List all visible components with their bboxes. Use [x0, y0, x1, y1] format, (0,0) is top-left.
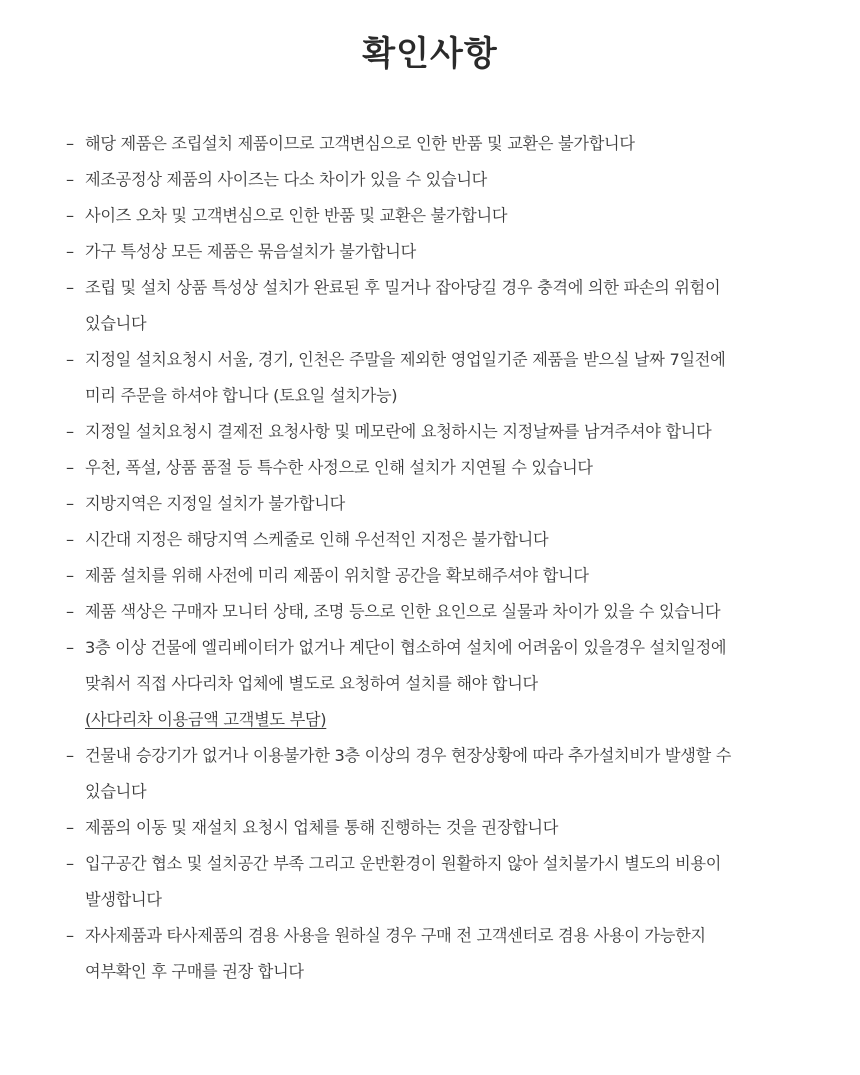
notice-text [85, 126, 635, 162]
notice-line: 건물내 승강기가 없거나 이용불가한 3층 이상의 경우 현장상황에 따라 추가설치비가 발생할 수 [85, 746, 732, 765]
notice-text [85, 234, 416, 270]
bullet-dash: – [66, 602, 74, 621]
notice-line: 발생합니다 [85, 890, 162, 909]
bullet-dash: – [66, 134, 74, 153]
notice-item [66, 486, 796, 522]
notice-line: 제품 색상은 구매자 모니터 상태, 조명 등으로 인한 요인으로 실물과 차이가 있을 수 있습니다 [85, 602, 721, 621]
notice-line: 3층 이상 건물에 엘리베이터가 없거나 계단이 협소하여 설치에 어려움이 있을경우 설치일정에 [85, 638, 727, 657]
notice-text [85, 198, 507, 234]
notice-item [66, 126, 796, 162]
notice-text [85, 846, 721, 918]
notice-line: 있습니다 [85, 782, 147, 801]
notice-text [85, 522, 548, 558]
notice-text [85, 342, 725, 414]
bullet-dash: – [66, 746, 74, 765]
notice-text [85, 270, 720, 342]
notice-item [66, 738, 796, 810]
bullet-dash: – [66, 926, 74, 945]
notice-line: 해당 제품은 조립설치 제품이므로 고객변심으로 인한 반품 및 교환은 불가합니다 [85, 134, 635, 153]
notice-item [66, 198, 796, 234]
notice-item [66, 522, 796, 558]
notice-item [66, 450, 796, 486]
notice-text [85, 450, 593, 486]
bullet-dash: – [66, 242, 74, 261]
bullet-dash: – [66, 458, 74, 477]
bullet-dash: – [66, 854, 74, 873]
bullet-dash: – [66, 494, 74, 513]
notice-line: 맞춰서 직접 사다리차 업체에 별도로 요청하여 설치를 해야 합니다 [85, 674, 538, 693]
notice-text [85, 594, 720, 630]
notice-line: 자사제품과 타사제품의 겸용 사용을 원하실 경우 구매 전 고객센터로 겸용 사용이 가능한지 [85, 926, 706, 945]
notice-item [66, 918, 796, 990]
notice-item [66, 846, 796, 918]
bullet-dash: – [66, 818, 74, 837]
notice-item [66, 558, 796, 594]
notice-line: 우천, 폭설, 상품 품절 등 특수한 사정으로 인해 설치가 지연될 수 있습니다 [85, 458, 593, 477]
notice-item [66, 342, 796, 414]
notice-line: 지정일 설치요청시 서울, 경기, 인천은 주말을 제외한 영업일기준 제품을 받으실 날짜 7일전에 [85, 350, 726, 369]
notice-line: 사이즈 오차 및 고객변심으로 인한 반품 및 교환은 불가합니다 [85, 206, 508, 225]
notice-line: (사다리차 이용금액 고객별도 부담) [85, 710, 327, 729]
bullet-dash: – [66, 422, 74, 441]
notice-line: 입구공간 협소 및 설치공간 부족 그리고 운반환경이 원활하지 않아 설치불가시 별도의 비용이 [85, 854, 722, 873]
notice-text [85, 738, 731, 810]
notice-item [66, 270, 796, 342]
bullet-dash: – [66, 278, 74, 297]
notice-item [66, 594, 796, 630]
bullet-dash: – [66, 206, 74, 225]
bullet-dash: – [66, 638, 74, 657]
notice-line: 시간대 지정은 해당지역 스케줄로 인해 우선적인 지정은 불가합니다 [85, 530, 549, 549]
notice-text [85, 162, 487, 198]
bullet-dash: – [66, 566, 74, 585]
notice-line: 있습니다 [85, 314, 147, 333]
notice-item [66, 234, 796, 270]
notice-text [85, 558, 589, 594]
notice-text [85, 414, 711, 450]
page-title: 확인사항 [362, 34, 498, 74]
notice-line: 조립 및 설치 상품 특성상 설치가 완료된 후 밀거나 잡아당길 경우 충격에 의한 파손의 위험이 [85, 278, 721, 297]
notice-text [85, 918, 706, 990]
notice-item [66, 162, 796, 198]
notice-line: 지방지역은 지정일 설치가 불가합니다 [85, 494, 345, 513]
notice-line: 여부확인 후 구매를 권장 합니다 [85, 962, 304, 981]
bullet-dash: – [66, 530, 74, 549]
notice-item [66, 630, 796, 738]
notice-line: 지정일 설치요청시 결제전 요청사항 및 메모란에 요청하시는 지정날짜를 남겨주셔야 합니다 [85, 422, 712, 441]
notice-list [66, 126, 796, 990]
notice-item [66, 810, 796, 846]
notice-text [85, 810, 558, 846]
bullet-dash: – [66, 170, 74, 189]
notice-text [85, 630, 726, 738]
notice-line: 제품 설치를 위해 사전에 미리 제품이 위치할 공간을 확보해주셔야 합니다 [85, 566, 589, 585]
notice-line: 제품의 이동 및 재설치 요청시 업체를 통해 진행하는 것을 권장합니다 [85, 818, 559, 837]
notice-line: 가구 특성상 모든 제품은 묶음설치가 불가합니다 [85, 242, 416, 261]
notice-text [85, 486, 345, 522]
notice-item [66, 414, 796, 450]
bullet-dash: – [66, 350, 74, 369]
notice-line: 제조공정상 제품의 사이즈는 다소 차이가 있을 수 있습니다 [85, 170, 488, 189]
notice-line: 미리 주문을 하셔야 합니다 (토요일 설치가능) [85, 386, 398, 405]
